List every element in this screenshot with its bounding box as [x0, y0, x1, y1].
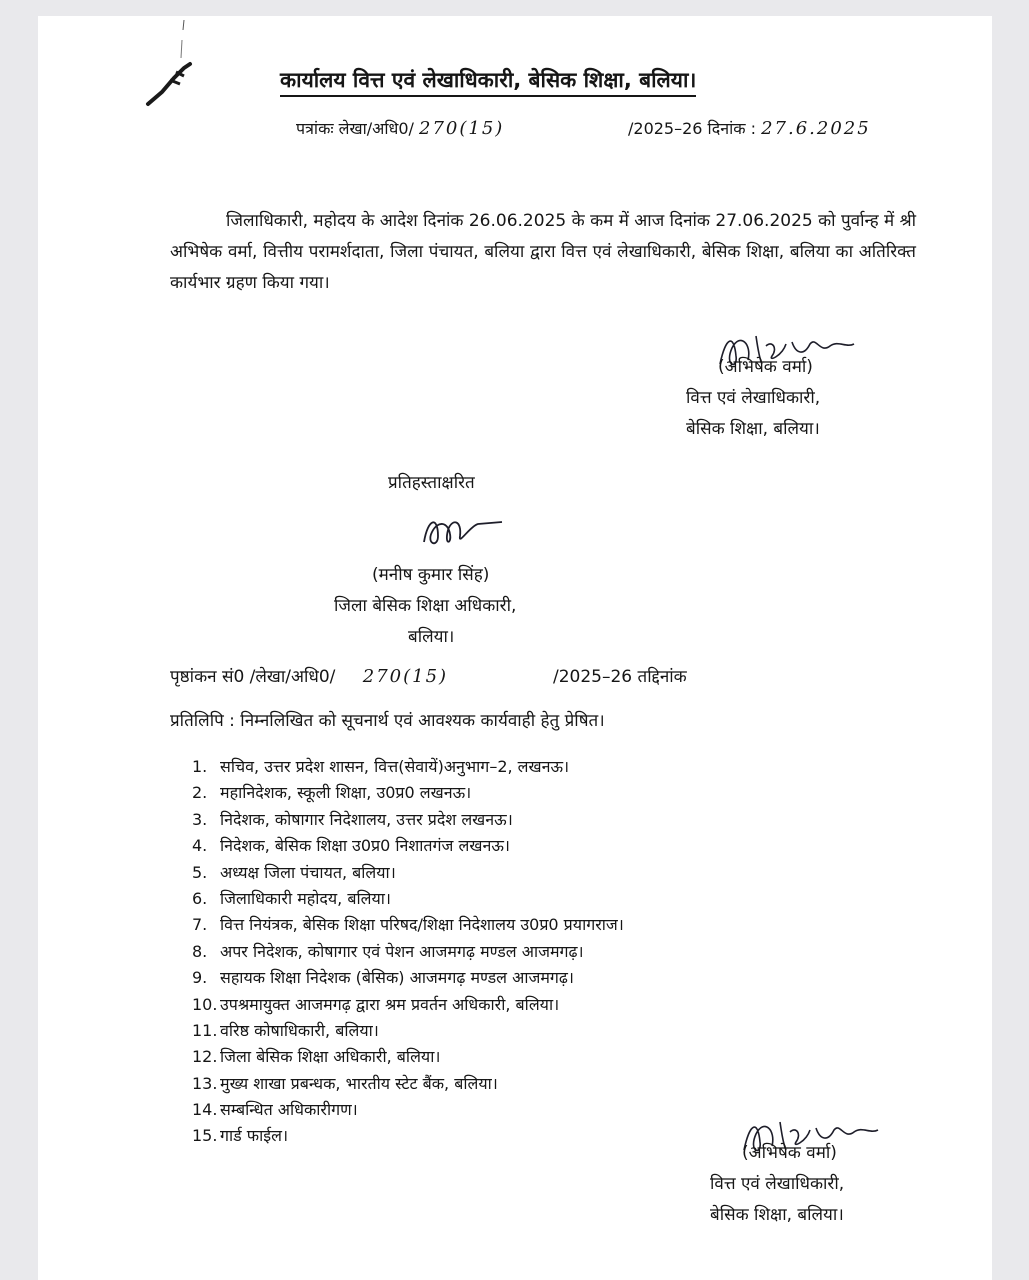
list-item: 11. वरिष्ठ कोषाधिकारी, बलिया। [192, 1020, 379, 1040]
letter-number-handwritten: 270(15) [419, 118, 505, 139]
signatory-office: बेसिक शिक्षा, बलिया। [686, 419, 820, 439]
list-item: 15. गार्ड फाईल। [192, 1126, 289, 1146]
list-item: 7. वित्त नियंत्रक, बेसिक शिक्षा परिषद/शिक्षा निदेशालय उ0प्र0 प्रयागराज। [192, 915, 624, 935]
signature-manish [418, 512, 508, 552]
list-item: 9. सहायक शिक्षा निदेशक (बेसिक) आजमगढ़ मण्डल आजमगढ़। [192, 968, 574, 988]
list-item: 5. अध्यक्ष जिला पंचायत, बलिया। [192, 862, 396, 882]
endorsement-label: पृष्ठांकन सं0 /लेखा/अधि0/ [170, 667, 336, 687]
signatory-designation: वित्त एवं लेखाधिकारी, [686, 388, 821, 408]
endorsement-number [170, 664, 448, 687]
signatory-block-top [686, 352, 820, 445]
copy-recipient-list [192, 754, 624, 1150]
copy-intro: प्रतिलिपि : निम्नलिखित को सूचनार्थ एवं आवश्यक कार्यवाही हेतु प्रेषित। [170, 711, 605, 731]
pen-mark [140, 18, 200, 108]
letter-date [628, 117, 871, 139]
signatory-block-bottom [710, 1138, 844, 1231]
list-item: 1. सचिव, उत्तर प्रदेश शासन, वित्त(सेवायें)अनुभाग–2, लखनऊ। [192, 757, 570, 776]
countersign-name: (मनीष कुमार सिंह) [372, 565, 490, 585]
list-item: 4. निदेशक, बेसिक शिक्षा उ0प्र0 निशातगंज लखनऊ। [192, 836, 510, 856]
endorsement-year: /2025–26 तद्दिनांक [553, 667, 687, 687]
letter-number-label: पत्रांकः लेखा/अधि0/ [296, 119, 414, 138]
office-title: कार्यालय वित्त एवं लेखाधिकारी, बेसिक शिक्षा, बलिया। [280, 66, 696, 97]
letter-date-label: /2025–26 दिनांक : [628, 119, 756, 138]
list-item: 3. निदेशक, कोषागार निदेशालय, उत्तर प्रदेश लखनऊ। [192, 809, 513, 829]
letter-date-handwritten: 27.6.2025 [761, 118, 871, 139]
list-item: 14. सम्बन्धित अधिकारीगण। [192, 1100, 358, 1120]
signatory-office: बेसिक शिक्षा, बलिया। [710, 1205, 844, 1225]
list-item: 10. उपश्रमायुक्त आजमगढ़ द्वारा श्रम प्रवर्तन अधिकारी, बलिया। [192, 994, 560, 1014]
signatory-designation: वित्त एवं लेखाधिकारी, [710, 1174, 845, 1194]
countersign-label: प्रतिहस्ताक्षरित [388, 473, 475, 493]
order-paragraph: जिलाधिकारी, महोदय के आदेश दिनांक 26.06.2025 के कम में आज दिनांक 27.06.2025 को पुर्वान्ह में श्री अभिषेक वर्मा, वित्तीय परामर्शदाता, जिला पंचायत, बलिया द्वारा वित्त एवं लेखाधिकारी, बेसिक शिक्षा, बलिया का अतिरिक्त कार्यभार ग्रहण किया गया। [170, 211, 917, 293]
list-item: 6. जिलाधिकारी महोदय, बलिया। [192, 888, 391, 908]
countersign-block [334, 560, 516, 653]
list-item: 12. जिला बेसिक शिक्षा अधिकारी, बलिया। [192, 1047, 441, 1067]
list-item: 2. महानिदेशक, स्कूली शिक्षा, उ0प्र0 लखनऊ। [192, 783, 472, 803]
countersign-designation: जिला बेसिक शिक्षा अधिकारी, [334, 596, 517, 616]
endorsement-number-handwritten: 270(15) [362, 666, 449, 687]
countersign-place: बलिया। [408, 627, 455, 647]
list-item: 13. मुख्य शाखा प्रबन्धक, भारतीय स्टेट बैंक, बलिया। [192, 1073, 498, 1093]
letter-number [296, 117, 504, 139]
list-item: 8. अपर निदेशक, कोषागार एवं पेशन आजमगढ़ मण्डल आजमगढ़। [192, 941, 584, 961]
signatory-name: (अभिषेक वर्मा) [742, 1143, 837, 1163]
signatory-name: (अभिषेक वर्मा) [718, 357, 813, 377]
